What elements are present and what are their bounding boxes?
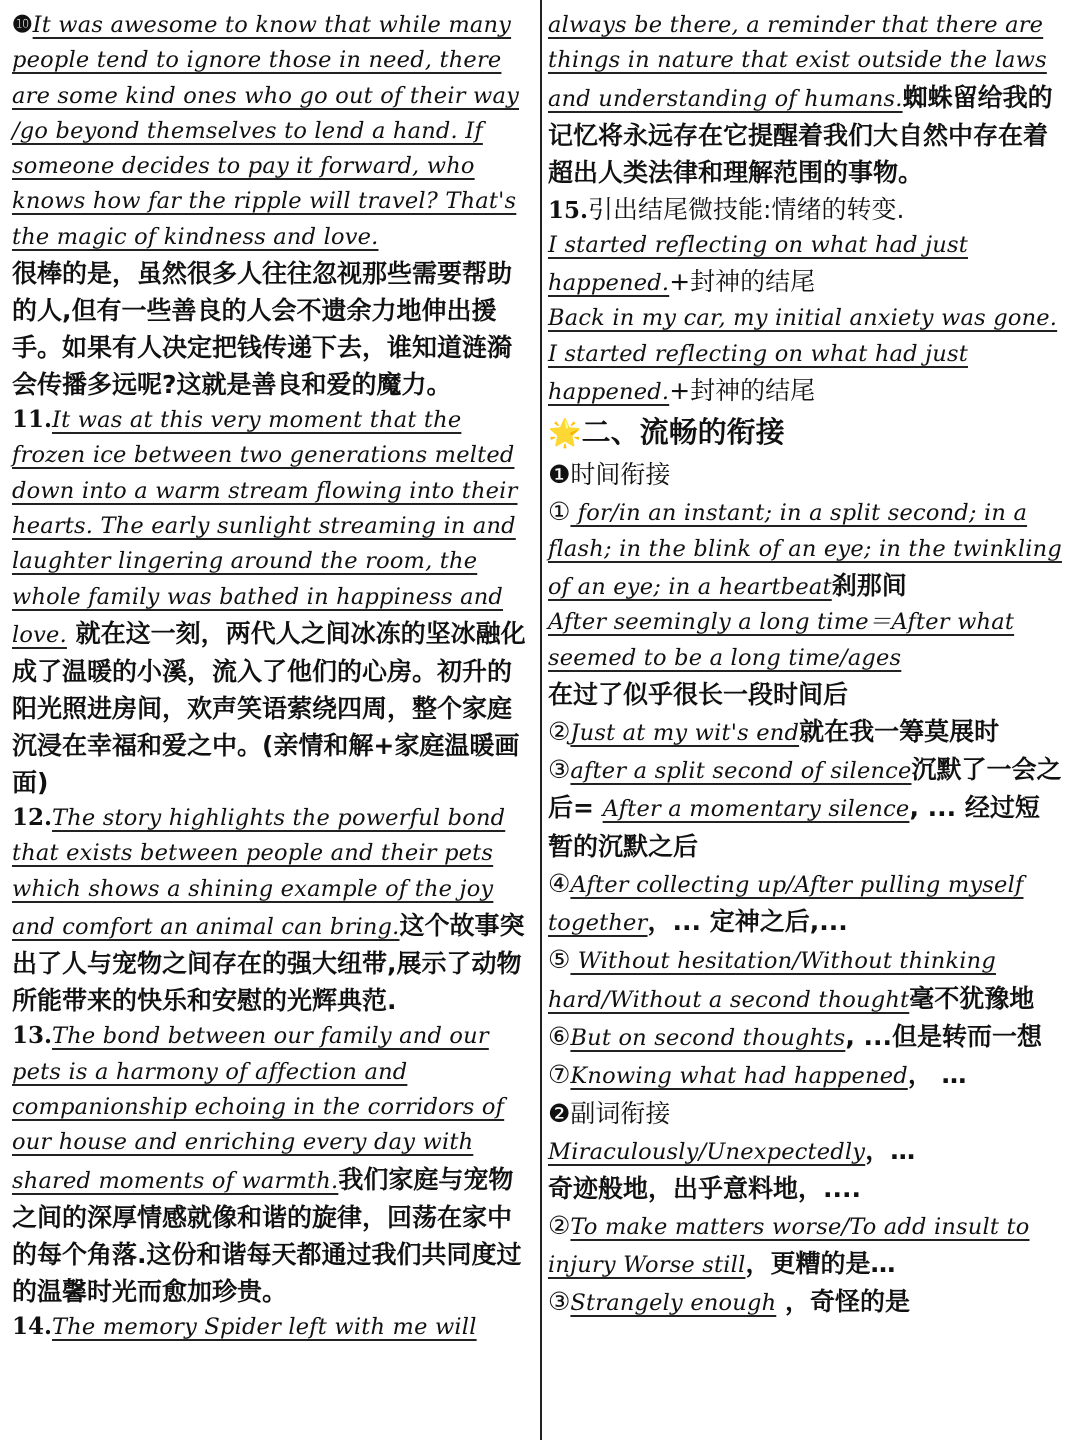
list-item <box>548 1132 1064 1207</box>
section-heading-title: 二、流畅的衔接 <box>581 415 785 450</box>
list-item <box>548 865 1064 942</box>
list-item-chinese: 就在我一筹莫展时 <box>799 716 1000 746</box>
paragraph-14-continued-english: always be there, a reminder that there are things in nature that exist outside the laws and understanding of humans. <box>548 12 1047 112</box>
paragraph-11-english: It was at this very moment that the frozen ice between two generations melted down into a warm stream flowing into their hearts. The early sunlight streaming in and laughter lingering around the room, the whole family was bathed in happiness and love. <box>12 407 518 648</box>
paragraph-10-english: It was awesome to know that while many people tend to ignore those in need, there are some kind ones who go out of their way /go beyond themselves to lend a hand. If someone decides to pay it forward, who knows how far the ripple will travel? That's the magic of kindness and love. <box>12 12 520 250</box>
paragraph-15-line1-note: +封神的结尾 <box>669 267 816 297</box>
list-item-english-alt: After a momentary silence <box>602 796 910 823</box>
right-column <box>548 8 1064 1322</box>
list-item <box>548 1056 1064 1094</box>
list-item-number: ① <box>548 497 571 527</box>
list-item-number: ⑥ <box>548 1021 571 1051</box>
paragraph-15-line2-english: Back in my car, my initial anxiety was gone. I started reflecting on what had just happened. <box>548 305 1058 406</box>
subsection-time-marker: ❶ <box>548 460 571 490</box>
paragraph-10 <box>12 8 534 403</box>
paragraph-15-title: 引出结尾微技能:情绪的转变. <box>588 194 905 224</box>
list-item-chinese: ，奇怪的是 <box>776 1287 910 1317</box>
list-item-english: Strangely enough <box>570 1290 777 1317</box>
section-heading <box>548 410 1064 456</box>
paragraph-12-english: The story highlights the powerful bond that exists between people and their pets which shows a shining example of the joy and comfort an animal can bring. <box>12 805 506 941</box>
column-divider <box>540 0 542 1440</box>
paragraph-11-marker: 11. <box>12 406 53 434</box>
list-item-english: Without hesitation/Without thinking hard/Without a second thought <box>548 948 996 1013</box>
list-item-chinese-alt: , ... 经过短暂的沉默之后 <box>548 793 1040 861</box>
list-item-chinese: ，... 定神之后,... <box>647 907 848 937</box>
list-item-english: After seemingly a long time＝After what seemed to be a long time/ages <box>548 609 1015 671</box>
list-item-english: After collecting up/After pulling myself together <box>548 871 1024 937</box>
list-item-chinese-line2: 奇迹般地，出乎意料地，.... <box>548 1173 861 1203</box>
paragraph-14 <box>12 1310 534 1345</box>
list-item-english: after a split second of silence <box>570 758 912 785</box>
paragraph-15-line1-english: I started reflecting on what had just happened. <box>548 231 968 297</box>
list-item-chinese: 在过了似乎很长一段时间后 <box>548 679 849 709</box>
list-item <box>548 493 1064 605</box>
paragraph-13 <box>12 1019 534 1309</box>
list-item <box>548 751 1064 865</box>
list-item-english: But on second thoughts <box>570 1024 846 1051</box>
list-item-english: Just at my wit's end <box>570 719 800 746</box>
list-item <box>548 941 1064 1018</box>
list-item-english: Miraculously/Unexpectedly <box>548 1138 866 1165</box>
paragraph-12-chinese: 这个故事突出了人与宠物之间存在的强大纽带,展示了动物所能带来的快乐和安慰的光辉典范. <box>12 911 525 1016</box>
star-icon: 🌟 <box>548 418 582 450</box>
paragraph-12-marker: 12. <box>12 804 53 832</box>
list-item-english: for/in an instant; in a split second; in a flash; in the blink of an eye; in the twinkling of an eye; in a heartbeat <box>548 500 1062 600</box>
list-item <box>548 605 1064 713</box>
paragraph-14-english: The memory Spider left with me will <box>52 1313 477 1340</box>
paragraph-14-marker: 14. <box>12 1312 53 1340</box>
paragraph-15 <box>548 191 1064 410</box>
paragraph-15-line2-note: +封神的结尾 <box>669 376 816 406</box>
list-item-number: ② <box>548 1210 571 1240</box>
list-item-english: Knowing what had happened <box>570 1063 908 1090</box>
list-item-chinese: 沉默了一会之后= <box>548 755 1062 823</box>
list-item-number: ⑤ <box>548 945 571 975</box>
paragraph-13-marker: 13. <box>12 1022 53 1050</box>
paragraph-12 <box>12 801 534 1019</box>
list-item-chinese: ， … <box>907 1060 967 1090</box>
paragraph-11-chinese: 就在这一刻，两代人之间冰冻的坚冰融化成了温暖的小溪，流入了他们的心房。初升的阳光照进房间，欢声笑语萦绕四周，整个家庭沉浸在幸福和爱之中。(亲情和解+家庭温暖画面) <box>12 618 526 798</box>
subsection-adverb-marker: ❷ <box>548 1098 571 1128</box>
paragraph-14-continued-chinese: 蜘蛛留给我的记忆将永远存在它提醒着我们大自然中存在着超出人类法律和理解范围的事物。 <box>548 82 1053 187</box>
list-item-number: ⑦ <box>548 1060 571 1090</box>
paragraph-11 <box>12 403 534 801</box>
paragraph-10-marker: ❿ <box>12 11 33 38</box>
list-item <box>548 1283 1064 1321</box>
list-item <box>548 713 1064 751</box>
subsection-time-title: 时间衔接 <box>570 460 671 490</box>
list-item-chinese: , ...但是转而一想 <box>845 1021 1043 1051</box>
subsection-adverb-heading <box>548 1095 1064 1132</box>
left-column <box>12 8 534 1345</box>
paragraph-10-chinese: 很棒的是，虽然很多人往往忽视那些需要帮助的人,但有一些善良的人会不遗余力地伸出援手。如果有人决定把钱传递下去，谁知道涟漪会传播多远呢?这就是善良和爱的魔力。 <box>12 259 513 400</box>
list-item-chinese: 毫不犹豫地 <box>909 983 1035 1013</box>
paragraph-13-english: The bond between our family and our pets is a harmony of affection and companionship echoing in the corridors of our house and enriching every day with shared moments of warmth. <box>12 1023 505 1194</box>
list-item-number: ④ <box>548 868 571 898</box>
subsection-adverb-title: 副词衔接 <box>570 1098 671 1128</box>
list-item-chinese: 刹那间 <box>831 570 907 600</box>
paragraph-15-marker: 15. <box>548 196 589 224</box>
list-item-chinese: ，更糟的是… <box>745 1249 896 1279</box>
paragraph-13-chinese: 我们家庭与宠物之间的深厚情感就像和谐的旋律，回荡在家中的每个角落.这份和谐每天都通过我们共同度过的温馨时光而愈加珍贵。 <box>12 1164 522 1306</box>
list-item-chinese: ，… <box>865 1135 916 1165</box>
list-item-number: ② <box>548 716 571 746</box>
list-item-number: ③ <box>548 755 571 785</box>
list-item <box>548 1207 1064 1284</box>
paragraph-14-continued <box>548 8 1064 191</box>
list-item-number: ③ <box>548 1287 571 1317</box>
subsection-time-heading <box>548 456 1064 493</box>
list-item-english: To make matters worse/To add insult to injury Worse still <box>548 1213 1030 1279</box>
list-item <box>548 1018 1064 1056</box>
